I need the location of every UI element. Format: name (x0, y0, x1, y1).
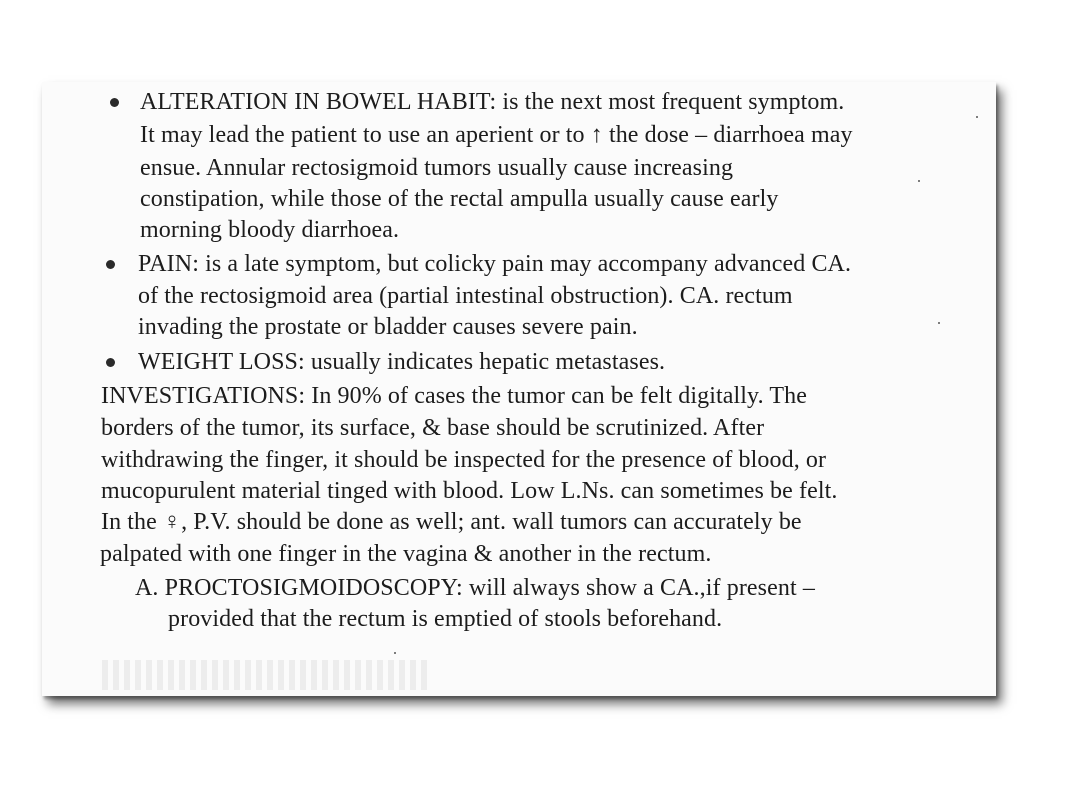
bullet-marker (106, 358, 115, 367)
bullet-2-line-3: invading the prostate or bladder causes severe pain. (138, 314, 638, 340)
scan-speck (976, 116, 978, 118)
investigations-line-5: In the ♀, P.V. should be done as well; ant. wall tumors can accurately be (101, 509, 802, 535)
bullet-1-line-1: ALTERATION IN BOWEL HABIT: is the next most frequent symptom. (140, 89, 845, 115)
investigations-line-3: withdrawing the finger, it should be inspected for the presence of blood, or (101, 447, 827, 473)
bullet-marker (110, 98, 119, 107)
bullet-1-line-3: ensue. Annular rectosigmoid tumors usually cause increasing (140, 155, 734, 181)
bullet-2-line-1: PAIN: is a late symptom, but colicky pain may accompany advanced CA. (138, 251, 852, 277)
investigations-line-2: borders of the tumor, its surface, & base should be scrutinized. After (101, 415, 765, 441)
proctosigmoidoscopy-line-2: provided that the rectum is emptied of stools beforehand. (168, 606, 723, 632)
bullet-1-line-2: It may lead the patient to use an aperient or to ↑ the dose – diarrhoea may (140, 122, 853, 148)
bullet-marker (106, 260, 115, 269)
investigations-line-4: mucopurulent material tinged with blood. Low L.Ns. can sometimes be felt. (101, 478, 838, 504)
scanned-page (42, 82, 996, 696)
bullet-2-line-2: of the rectosigmoid area (partial intestinal obstruction). CA. rectum (138, 283, 793, 309)
proctosigmoidoscopy-line-1: A. PROCTOSIGMOIDOSCOPY: will always show a CA.,if present – (135, 575, 815, 601)
investigations-line-6: palpated with one finger in the vagina & another in the rectum. (100, 541, 712, 567)
investigations-line-1: INVESTIGATIONS: In 90% of cases the tumor can be felt digitally. The (101, 383, 807, 409)
bullet-1-line-5: morning bloody diarrhoea. (140, 217, 400, 243)
scan-speck (938, 322, 940, 324)
bullet-1-line-4: constipation, while those of the rectal ampulla usually cause early (140, 186, 779, 212)
scan-speck (394, 652, 396, 654)
scan-speck (918, 180, 920, 182)
faded-bleedthrough-text (102, 660, 432, 690)
bullet-3-line-1: WEIGHT LOSS: usually indicates hepatic metastases. (138, 349, 666, 375)
